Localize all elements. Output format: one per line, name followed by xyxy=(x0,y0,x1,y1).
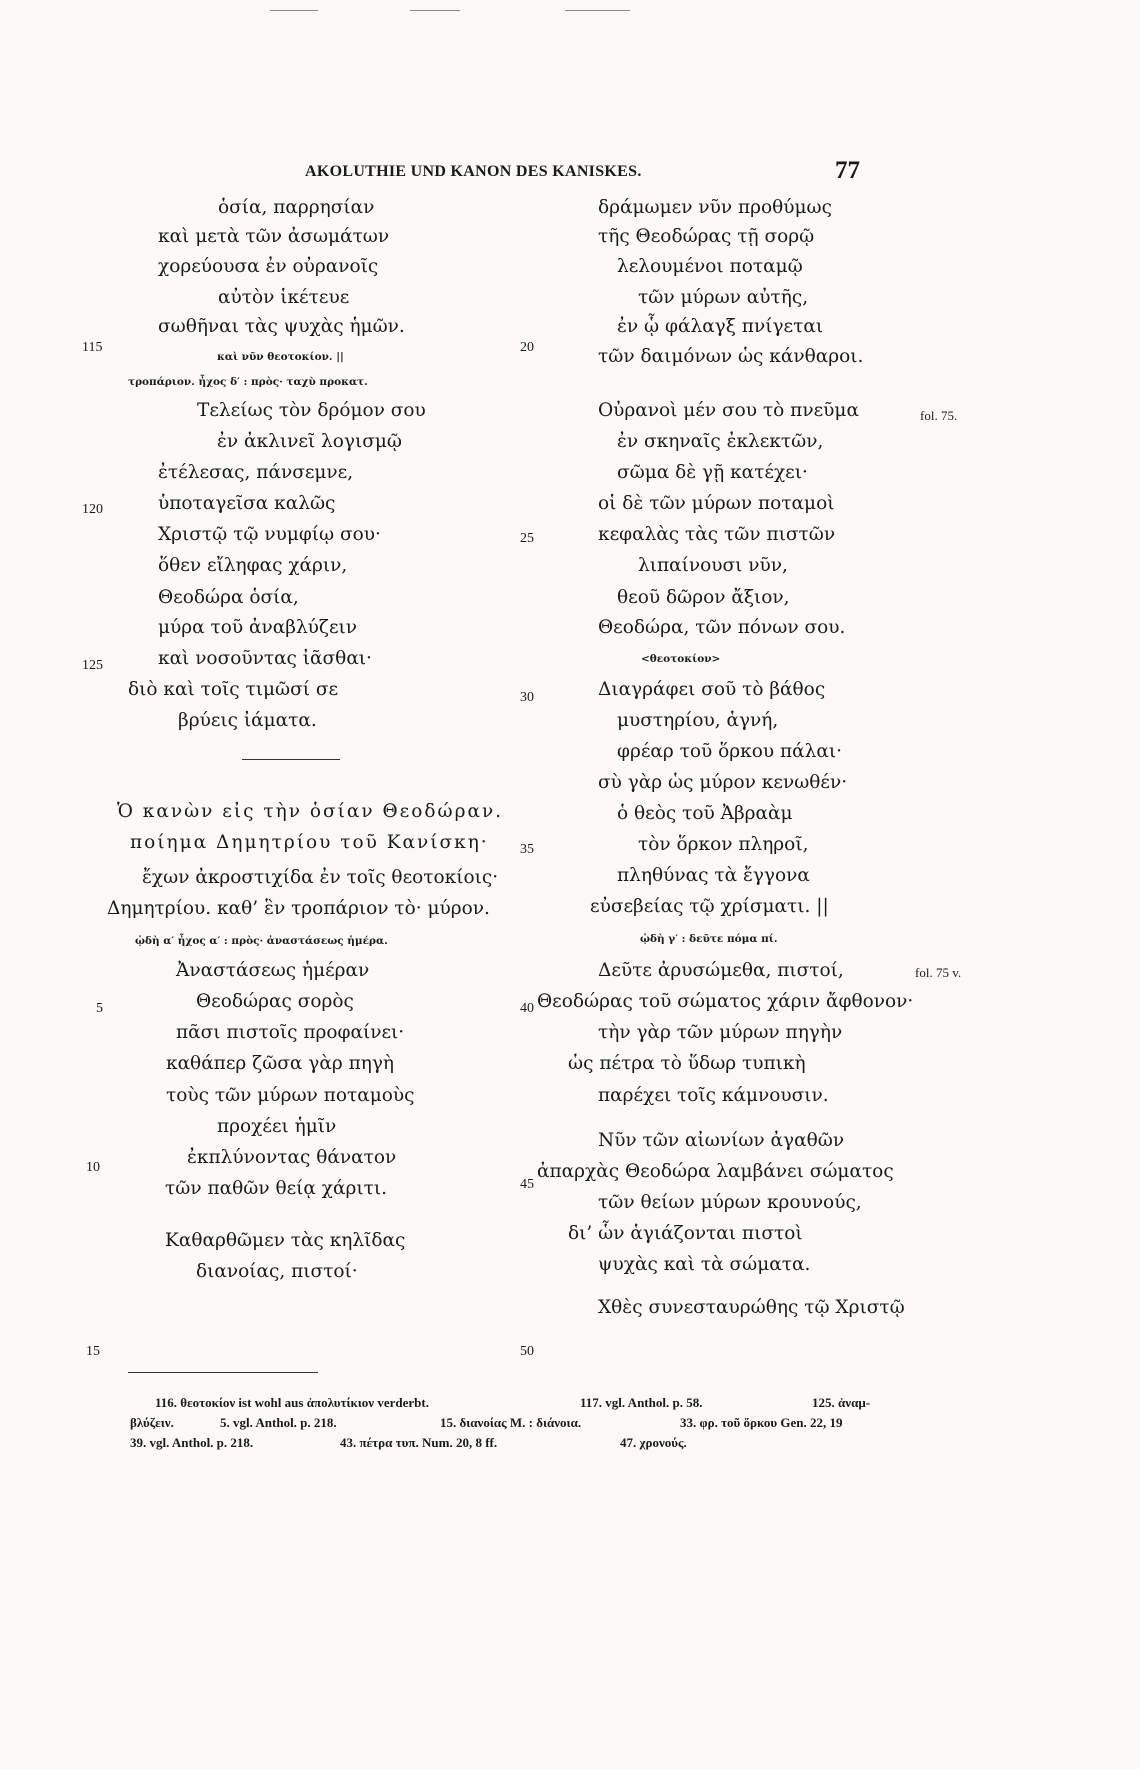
verse-line: διὸ καὶ τοῖς τιμῶσί σε xyxy=(128,679,339,700)
verse-line: Θεοδώρα, τῶν πόνων σου. xyxy=(598,617,846,638)
verse-line: καὶ νοσοῦντας ἰᾶσθαι· xyxy=(158,648,372,669)
line-number: 120 xyxy=(82,502,103,517)
verse-line: θεοῦ δῶρον ἄξιον, xyxy=(617,587,790,608)
verse-line: ἐν σκηναῖς ἐκλεκτῶν, xyxy=(617,431,824,452)
rubric: ᾠδὴ γ′ : δεῦτε πόμα πί. xyxy=(640,933,778,945)
verse-line: ψυχὰς καὶ τὰ σώματα. xyxy=(598,1254,811,1275)
verse-line: πληθύνας τὰ ἔγγονα xyxy=(617,865,810,886)
verse-line: διανοίας, πιστοί· xyxy=(196,1261,358,1282)
verse-line: Θεοδώρας σορὸς xyxy=(196,991,354,1012)
page-number: 77 xyxy=(835,157,860,184)
verse-line: προχέει ἡμῖν xyxy=(217,1116,337,1137)
verse-line: τῶν θείων μύρων κρουνούς, xyxy=(598,1192,862,1213)
rubric: ᾠδὴ α′ ἦχος α′ : πρὸς· ἀναστάσεως ἡμέρα. xyxy=(135,935,388,947)
line-number: 125 xyxy=(82,658,103,673)
rubric: τροπάριον. ἦχος δ′ : πρὸς· ταχὺ προκατ. xyxy=(128,376,368,388)
verse-line: Τελείως τὸν δρόμον σου xyxy=(197,400,426,421)
verse-line: τῶν μύρων αὐτῆς, xyxy=(638,287,809,308)
verse-line: ὡς πέτρα τὸ ὕδωρ τυπικὴ xyxy=(568,1053,806,1074)
line-number: 115 xyxy=(82,340,103,355)
footnote: 33. φρ. τοῦ ὅρκου Gen. 22, 19 xyxy=(680,1415,843,1430)
footnote: 5. vgl. Anthol. p. 218. xyxy=(220,1415,337,1430)
verse-line: ἐκπλύνοντας θάνατον xyxy=(187,1147,397,1168)
verse-line: κεφαλὰς τὰς τῶν πιστῶν xyxy=(598,524,836,545)
verse-line: Δεῦτε ἀρυσώμεθα, πιστοί, xyxy=(598,960,844,981)
footnote: 47. χρονούς. xyxy=(620,1435,687,1450)
folio-mark: fol. 75 v. xyxy=(915,965,962,980)
verse-line: παρέχει τοῖς κάμνουσιν. xyxy=(598,1085,829,1106)
verse-line: Νῦν τῶν αἰωνίων ἀγαθῶν xyxy=(598,1130,845,1151)
verse-line: τῆς Θεοδώρας τῇ σορῷ xyxy=(598,226,815,247)
line-number: 45 xyxy=(520,1177,534,1192)
verse-line: ὁ θεὸς τοῦ Ἀβραὰμ xyxy=(617,803,793,824)
verse-line: μύρα τοῦ ἀναβλύζειν xyxy=(158,617,358,638)
verse-line: μυστηρίου, ἁγνή, xyxy=(617,710,779,731)
footnote: 117. vgl. Anthol. p. 58. xyxy=(580,1395,703,1410)
verse-line: σὺ γὰρ ὡς μύρον κενωθέν· xyxy=(598,772,848,793)
line-number: 5 xyxy=(96,1001,103,1016)
footnote-rule xyxy=(128,1372,318,1373)
running-header: AKOLUTHIE UND KANON DES KANISKES. xyxy=(305,163,642,180)
verse-line: Ἀναστάσεως ἡμέραν xyxy=(176,960,370,981)
footnote: 15. διανοίας M. : διάνοια. xyxy=(440,1415,582,1430)
line-number: 35 xyxy=(520,842,534,857)
rubric: <θεοτοκίον> xyxy=(641,653,721,665)
line-number: 50 xyxy=(520,1344,534,1359)
line-number: 20 xyxy=(520,340,534,355)
verse-line: ὑποταγεῖσα καλῶς xyxy=(158,493,336,514)
line-number: 25 xyxy=(520,531,534,546)
folio-mark: fol. 75. xyxy=(920,408,958,423)
footnote: βλύζειν. xyxy=(130,1415,174,1430)
verse-line: βρύεις ἰάματα. xyxy=(178,710,317,731)
verse-line: Θεοδώρα ὁσία, xyxy=(158,587,299,608)
verse-line: καθάπερ ζῶσα γὰρ πηγὴ xyxy=(166,1053,394,1074)
verse-line: αὐτὸν ἱκέτευε xyxy=(218,287,350,308)
top-edge-rule xyxy=(565,10,630,11)
verse-line: τὸν ὅρκον πληροῖ, xyxy=(638,834,809,855)
section-title: Ὁ κανὼν εἰς τὴν ὁσίαν Θεοδώραν. xyxy=(117,801,504,822)
verse-line: οἱ δὲ τῶν μύρων ποταμοὶ xyxy=(598,493,835,514)
top-edge-rule xyxy=(270,10,318,11)
verse-line: ὅθεν εἴληφας χάριν, xyxy=(158,555,348,576)
verse-line: Χριστῷ τῷ νυμφίῳ σου· xyxy=(158,524,381,545)
verse-line: φρέαρ τοῦ ὅρκου πάλαι· xyxy=(617,741,843,762)
verse-line: πᾶσι πιστοῖς προφαίνει· xyxy=(176,1022,405,1043)
verse-line: Χθὲς συνεσταυρώθης τῷ Χριστῷ xyxy=(598,1297,905,1318)
verse-line: ἐν ᾧ φάλαγξ πνίγεται xyxy=(617,316,824,337)
section-subtitle: ποίημα Δημητρίου τοῦ Κανίσκη· xyxy=(130,832,489,853)
verse-line: λιπαίνουσι νῦν, xyxy=(638,555,788,576)
verse-line: χορεύουσα ἐν οὐρανοῖς xyxy=(158,256,379,277)
footnote: 116. θεοτοκίον ist wohl aus ἀπολυτίκιον verderbt. xyxy=(155,1395,429,1410)
verse-line: τοὺς τῶν μύρων ποταμοὺς xyxy=(166,1085,415,1106)
line-number: 15 xyxy=(86,1344,100,1359)
verse-line: δι’ ὧν ἁγιάζονται πιστοὶ xyxy=(568,1223,803,1244)
verse-line: ὁσία, παρρησίαν xyxy=(218,197,375,218)
verse-line: σῶμα δὲ γῇ κατέχει· xyxy=(617,462,808,483)
verse-line: καὶ μετὰ τῶν ἀσωμάτων xyxy=(158,226,390,247)
verse-line: ἐτέλεσας, πάνσεμνε, xyxy=(158,462,354,483)
verse-line: Θεοδώρας τοῦ σώματος χάριν ἄφθονον· xyxy=(537,991,914,1012)
verse-line: τῶν παθῶν θείᾳ χάριτι. xyxy=(165,1178,387,1199)
verse-line: Οὐρανοὶ μέν σου τὸ πνεῦμα xyxy=(598,400,859,421)
section-rule xyxy=(242,759,340,760)
footnote: 125. ἀναμ- xyxy=(812,1395,871,1410)
verse-line: σωθῆναι τὰς ψυχὰς ἡμῶν. xyxy=(158,316,405,337)
line-number: 40 xyxy=(520,1001,534,1016)
section-note: ἔχων ἀκροστιχίδα ἐν τοῖς θεοτοκίοις· xyxy=(142,867,499,888)
footnote: 39. vgl. Anthol. p. 218. xyxy=(130,1435,254,1450)
verse-line: ἐν ἀκλινεῖ λογισμῷ xyxy=(217,431,402,452)
line-number: 10 xyxy=(86,1160,100,1175)
rubric: καὶ νῦν θεοτοκίον. || xyxy=(217,351,344,363)
verse-line: τῶν δαιμόνων ὡς κάνθαροι. xyxy=(598,346,864,367)
verse-line: ἀπαρχὰς Θεοδώρα λαμβάνει σώματος xyxy=(537,1161,894,1182)
line-number: 30 xyxy=(520,690,534,705)
section-note: Δημητρίου. καθ’ ἓν τροπάριον τὸ· μύρον. xyxy=(107,898,490,919)
footnote: 43. πέτρα τυπ. Num. 20, 8 ff. xyxy=(340,1435,498,1450)
verse-line: τὴν γὰρ τῶν μύρων πηγὴν xyxy=(598,1022,843,1043)
verse-line: Καθαρθῶμεν τὰς κηλῖδας xyxy=(165,1230,406,1251)
verse-line: Διαγράφει σοῦ τὸ βάθος xyxy=(598,679,826,700)
verse-line: λελουμένοι ποταμῷ xyxy=(617,256,803,277)
verse-line: δράμωμεν νῦν προθύμως xyxy=(598,197,832,218)
top-edge-rule xyxy=(410,10,460,11)
verse-line: εὐσεβείας τῷ χρίσματι. || xyxy=(590,896,829,917)
